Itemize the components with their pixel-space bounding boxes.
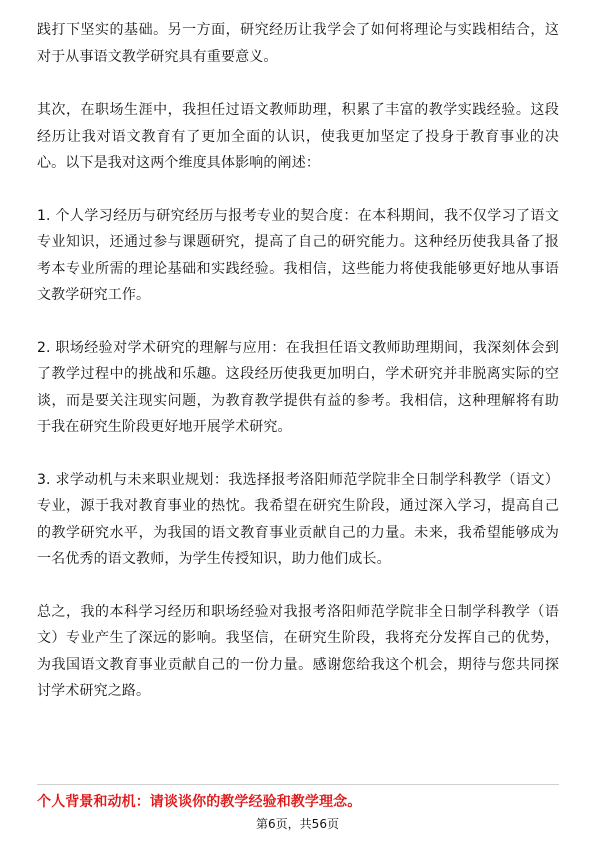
paragraph-point-1: 1. 个人学习经历与研究经历与报考专业的契合度：在本科期间，我不仅学习了语文专业知识，还通过参与课题研究，提高了自己的研究能力。这种经历使我具备了报考本专业所需的理论基础和实践经验。我相信，这些能力将使我能够更好地从事语文教学研究工作。: [37, 207, 559, 303]
paragraph-continuation: 践打下坚实的基础。另一方面，研究经历让我学会了如何将理论与实践相结合，这对于从事语文教学研究具有重要意义。: [37, 22, 559, 65]
next-question-heading: 个人背景和动机：请谈谈你的教学经验和教学理念。: [37, 794, 362, 810]
section-divider: [37, 784, 559, 785]
paragraph-career: 其次，在职场生涯中，我担任过语文教师助理，积累了丰富的教学实践经验。这段经历让我对语文教育有了更加全面的认识，使我更加坚定了投身于教育事业的决心。以下是我对这两个维度具体影响的阐述：: [37, 102, 559, 171]
paragraph-conclusion: 总之，我的本科学习经历和职场经验对我报考洛阳师范学院非全日制学科教学（语文）专业产生了深远的影响。我坚信，在研究生阶段，我将充分发挥自己的优势，为我国语文教育事业贡献自己的一份力量。感谢您给我这个机会，期待与您共同探讨学术研究之路。: [37, 603, 559, 699]
paragraph-point-2: 2. 职场经验对学术研究的理解与应用：在我担任语文教师助理期间，我深刻体会到了教学过程中的挑战和乐趣。这段经历使我更加明白，学术研究并非脱离实际的空谈，而是要关注现实问题，为教育教学提供有益的参考。我相信，这种理解将有助于我在研究生阶段更好地开展学术研究。: [37, 339, 559, 435]
document-body: [37, 17, 559, 731]
paragraph-point-3: 3. 求学动机与未来职业规划：我选择报考洛阳师范学院非全日制学科教学（语文）专业，源于我对教育事业的热忱。我希望在研究生阶段，通过深入学习，提高自己的教学研究水平，为我国的语文教育事业贡献自己的力量。未来，我希望能够成为一名优秀的语文教师，为学生传授知识，助力他们成长。: [37, 471, 559, 567]
page-number: 第6页，共56页: [256, 817, 339, 831]
